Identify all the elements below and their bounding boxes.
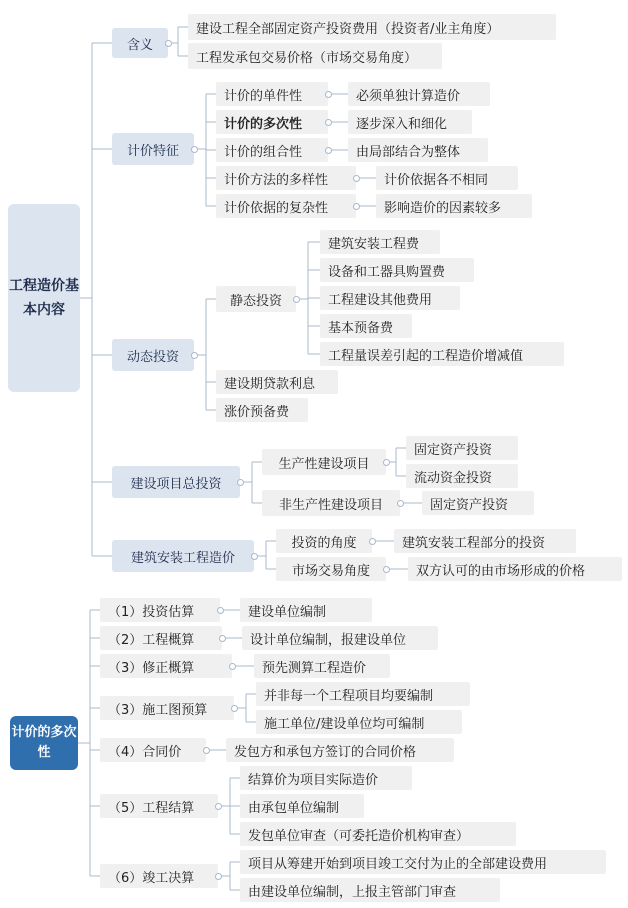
connector-dot [325,147,332,154]
connector-dot [251,553,258,560]
feature-singularity-detail[interactable]: 必须单独计算造价 [348,82,490,106]
stage-final-settlement[interactable]: （5）工程结算 [100,794,218,818]
root-node-pricing-multiplicity[interactable]: 计价的多次性 [10,716,78,770]
connector-dot [353,175,360,182]
meaning-item-2[interactable]: 工程发承包交易价格（市场交易角度） [188,43,442,69]
feature-multiplicity-detail[interactable]: 逐步深入和细化 [348,110,472,134]
market-perspective-detail[interactable]: 双方认可的由市场形成的价格 [408,557,622,581]
connector-dot [293,296,300,303]
feature-method-detail[interactable]: 计价依据各不相同 [376,166,518,190]
productive-project[interactable]: 生产性建设项目 [262,449,386,475]
stage-contract-price-detail[interactable]: 发包方和承包方签订的合同价格 [226,738,454,762]
non-productive-project[interactable]: 非生产性建设项目 [262,490,400,516]
construction-loan-interest[interactable]: 建设期贷款利息 [216,370,338,394]
connector-dot [203,747,210,754]
static-item-quantity-error[interactable]: 工程量误差引起的工程造价增减值 [320,342,564,366]
static-item-other-fee[interactable]: 工程建设其他费用 [320,286,460,310]
stage-revised-estimate[interactable]: （3）修正概算 [100,654,232,678]
branch-dynamic-investment[interactable]: 动态投资 [112,339,194,371]
meaning-item-1[interactable]: 建设工程全部固定资产投资费用（投资者/业主角度） [188,14,556,40]
feature-combination[interactable]: 计价的组合性 [216,138,328,162]
feature-combination-detail[interactable]: 由局部结合为整体 [348,138,488,162]
connector-dot [165,40,172,47]
connector-dot [229,663,236,670]
stage-final-settlement-detail-3[interactable]: 发包单位审查（可委托造价机构审查） [240,822,516,846]
static-item-equipment-fee[interactable]: 设备和工器具购置费 [320,258,474,282]
stage-construction-budget[interactable]: （3）施工图预算 [100,696,234,720]
investment-perspective[interactable]: 投资的角度 [276,529,372,553]
non-productive-fixed-asset[interactable]: 固定资产投资 [422,491,534,515]
productive-working-capital[interactable]: 流动资金投资 [406,464,518,488]
branch-installation-cost[interactable]: 建筑安装工程造价 [112,540,254,572]
stage-completion-account-detail-1[interactable]: 项目从筹建开始到项目竣工交付为止的全部建设费用 [240,850,606,874]
connector-dot [325,119,332,126]
stage-investment-estimate-detail[interactable]: 建设单位编制 [240,598,372,622]
connector-dot [383,566,390,573]
market-perspective[interactable]: 市场交易角度 [276,557,386,581]
root-node-cost-basics[interactable]: 工程造价基本内容 [8,204,80,392]
connector-dot [237,479,244,486]
stage-revised-estimate-detail[interactable]: 预先测算工程造价 [254,654,390,678]
connector-dot [353,203,360,210]
stage-final-settlement-detail-1[interactable]: 结算价为项目实际造价 [240,766,412,790]
feature-singularity[interactable]: 计价的单件性 [216,82,328,106]
connector-dot [215,803,222,810]
stage-construction-budget-detail-1[interactable]: 并非每一个工程项目均要编制 [256,682,470,706]
static-investment[interactable]: 静态投资 [216,286,296,312]
connector-dot [191,146,198,153]
connector-dot [217,607,224,614]
connector-dot [369,538,376,545]
price-increase-reserve[interactable]: 涨价预备费 [216,398,308,422]
static-item-basic-reserve[interactable]: 基本预备费 [320,314,412,338]
connector-dot [191,352,198,359]
feature-method-diversity[interactable]: 计价方法的多样性 [216,166,356,190]
stage-completion-account-detail-2[interactable]: 由建设单位编制，上报主管部门审查 [240,878,500,902]
stage-preliminary-estimate[interactable]: （2）工程概算 [100,626,222,650]
connector-dot [383,459,390,466]
stage-completion-account[interactable]: （6）竣工决算 [100,864,218,888]
connector-dot [219,635,226,642]
branch-total-investment[interactable]: 建设项目总投资 [112,466,240,498]
feature-multiplicity[interactable]: 计价的多次性 [216,110,328,134]
productive-fixed-asset[interactable]: 固定资产投资 [406,436,518,460]
stage-investment-estimate[interactable]: （1）投资估算 [100,598,220,622]
connector-dot [325,91,332,98]
branch-pricing-features[interactable]: 计价特征 [112,133,194,165]
stage-preliminary-estimate-detail[interactable]: 设计单位编制，报建设单位 [242,626,438,650]
stage-contract-price[interactable]: （4）合同价 [100,738,206,762]
static-item-construction-fee[interactable]: 建筑安装工程费 [320,230,440,254]
investment-perspective-detail[interactable]: 建筑安装工程部分的投资 [394,529,576,553]
branch-meaning[interactable]: 含义 [112,28,168,58]
stage-final-settlement-detail-2[interactable]: 由承包单位编制 [240,794,364,818]
feature-basis-detail[interactable]: 影响造价的因素较多 [376,194,532,218]
stage-construction-budget-detail-2[interactable]: 施工单位/建设单位均可编制 [256,710,462,734]
feature-basis-complexity[interactable]: 计价依据的复杂性 [216,194,356,218]
connector-dot [397,500,404,507]
connector-dot [231,705,238,712]
connector-dot [215,873,222,880]
